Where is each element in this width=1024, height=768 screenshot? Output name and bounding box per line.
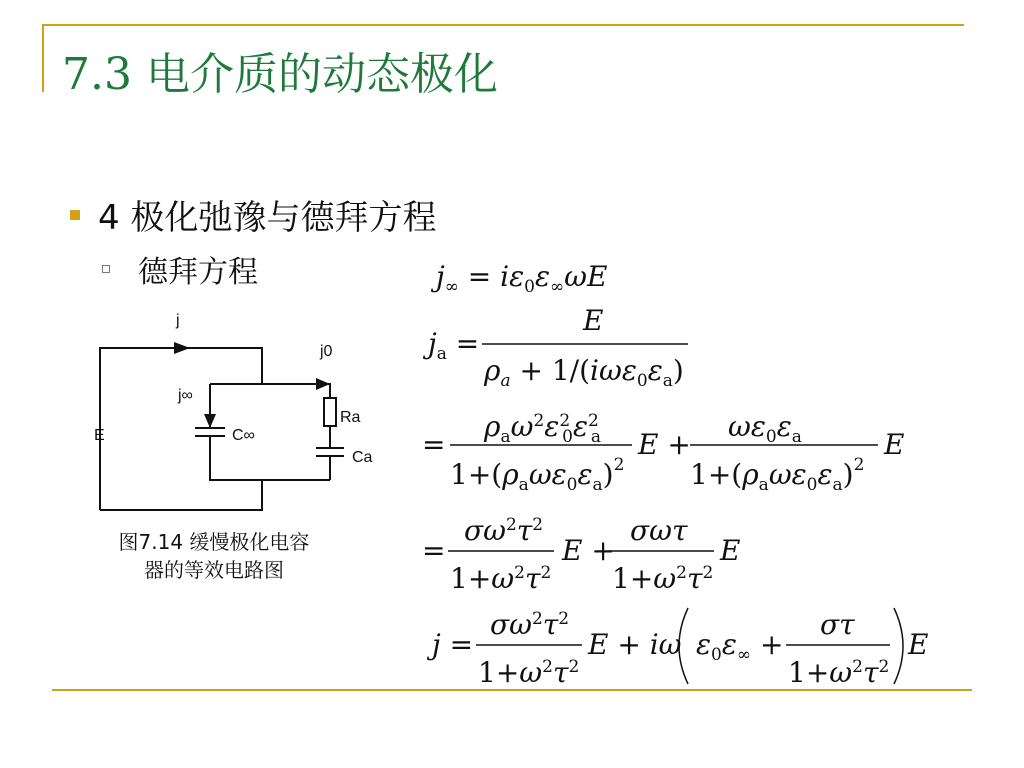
svg-text:ja =: $j_a$ = (428, 327, 480, 364)
figure-caption-line1: 图7.14 缓慢极化电容 (118, 530, 310, 554)
svg-text:j =: j = (432, 628, 474, 661)
bullet-hollow-square-icon (102, 265, 110, 273)
bullet-level2-text: 德拜方程 (138, 255, 258, 290)
svg-text:E +: E + (638, 428, 691, 461)
label-E: E (94, 427, 105, 444)
svg-text:E: E (583, 304, 604, 337)
svg-text:E: E (908, 628, 929, 661)
svg-text:1+ω2τ2: $1+\omega^2\tau^2$ (612, 562, 714, 595)
svg-text:E + iω: E + iω (588, 628, 682, 661)
bullet-square-icon (70, 210, 80, 220)
equation-expansion-1 (422, 410, 904, 495)
current-arrow-jinf (204, 414, 216, 428)
label-C-inf: C∞ (232, 427, 255, 444)
svg-text:ε0ε∞ +: $\varepsilon_0\varepsilon_\infty$ + (696, 628, 784, 665)
slide-title: 7.3 电介质的动态极化 (62, 49, 498, 100)
label-j: j (176, 312, 180, 329)
equation-total-current (426, 608, 928, 688)
svg-text:1+(ρaωε0εa)2: $1+(\rho_a\omega\varepsilon_0\varepsilon_a)^2$ (690, 455, 865, 495)
svg-text:σωτ: σωτ (630, 514, 688, 547)
svg-text:E: E (720, 534, 741, 567)
svg-text:=: = (422, 428, 446, 461)
equation-j-a (422, 304, 688, 391)
equation-expansion-2 (422, 514, 740, 595)
figure-caption (88, 528, 340, 584)
svg-text:ρaω2ε20ε2a: $\rho_a\omega^2\varepsilon^2$ $0\varepsilon^2$ a (484, 410, 601, 447)
svg-text:σω2τ2: $\sigma\omega^2\tau^2$ (490, 608, 570, 641)
svg-text:E: E (884, 428, 905, 461)
equation-j-inf (430, 260, 607, 297)
label-Ca: Ca (352, 449, 373, 466)
svg-text:ωε0εa: $\omega\varepsilon_0\varepsilon_a$ (728, 410, 802, 447)
svg-text:1+ω2τ2: $1+\omega^2\tau^2$ (478, 656, 580, 688)
label-j0: j0 (320, 343, 333, 360)
figure-caption-line2: 器的等效电路图 (144, 558, 284, 582)
svg-text:1+(ρaωε0εa)2: $1+(\rho_a\omega\varepsilon_0\varepsilon_a)^2$ (450, 455, 625, 495)
svg-text:j∞ = iε0ε∞ωE: $j_\infty = i\varepsilon_0\varepsilon_\infty\omega E$ (436, 260, 608, 297)
svg-text:ρa + 1/(iωε0εa): $\rho_a + 1/(i\omega\varepsilon_0\varepsilon_a)$ (484, 354, 684, 391)
current-arrow-j0 (316, 378, 330, 390)
svg-text:=: = (422, 534, 446, 567)
equivalent-circuit-diagram (80, 300, 380, 515)
bullet-level1-text: 4 极化弛豫与德拜方程 (98, 198, 437, 238)
svg-text:στ: στ (820, 608, 855, 641)
svg-text:E +: E + (562, 534, 615, 567)
bottom-rule (52, 689, 972, 691)
top-rule (42, 24, 964, 26)
svg-text:σω2τ2: $\sigma\omega^2\tau^2$ (464, 514, 544, 547)
svg-text:1+ω2τ2: $1+\omega^2\tau^2$ (788, 656, 890, 688)
label-Ra: Ra (340, 409, 361, 426)
debye-equations (418, 248, 958, 688)
label-jinf: j∞ (178, 387, 193, 404)
left-rule (42, 24, 44, 92)
current-arrow-j (174, 342, 190, 354)
svg-text:1+ω2τ2: $1+\omega^2\tau^2$ (450, 562, 552, 595)
